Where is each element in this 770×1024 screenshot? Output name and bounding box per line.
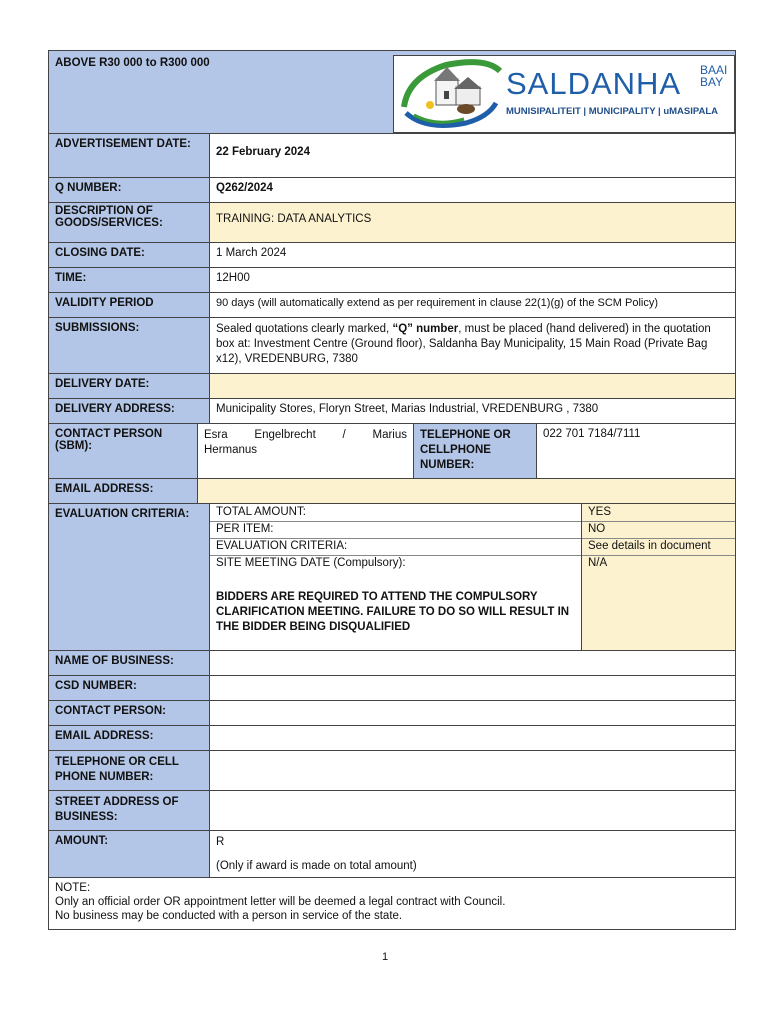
evaluation-item-total: TOTAL AMOUNT: — [210, 504, 581, 522]
submissions-row — [48, 317, 736, 373]
logo-bay — [700, 64, 727, 88]
email-row — [48, 478, 736, 503]
bidder-phone-field[interactable] — [209, 751, 735, 790]
delivery-address-value: Municipality Stores, Floryn Street, Marias Industrial, VREDENBURG , 7380 — [209, 399, 735, 423]
bidder-contact-label: CONTACT PERSON: — [49, 701, 209, 725]
closing-date-value: 1 March 2024 — [209, 243, 735, 267]
advertisement-date-row — [48, 133, 736, 177]
submissions-q-number: “Q” number — [392, 323, 459, 335]
telephone-value: 022 701 7184/7111 — [536, 424, 735, 478]
csd-label: CSD NUMBER: — [49, 676, 209, 700]
contact-value: Esra Engelbrecht / Marius Hermanus — [197, 424, 413, 478]
business-name-row — [48, 650, 736, 675]
delivery-date-value[interactable] — [209, 374, 735, 398]
evaluation-notice: BIDDERS ARE REQUIRED TO ATTEND THE COMPULSORY CLARIFICATION MEETING. FAILURE TO DO SO WILL RESULT IN THE BIDDER BEING DISQUALIFIED — [216, 591, 570, 633]
bidder-phone-label: TELEPHONE OR CELL PHONE NUMBER: — [49, 751, 209, 790]
email-label: EMAIL ADDRESS: — [49, 479, 197, 503]
business-name-label: NAME OF BUSINESS: — [49, 651, 209, 675]
email-value[interactable] — [197, 479, 735, 503]
header-row — [48, 50, 736, 133]
contact-row — [48, 423, 736, 478]
time-row — [48, 267, 736, 292]
validity-label: VALIDITY PERIOD — [49, 293, 209, 317]
csd-field[interactable] — [209, 676, 735, 700]
amount-prefix: R — [216, 836, 225, 848]
business-name-field[interactable] — [209, 651, 735, 675]
contact-label: CONTACT PERSON (SBM): — [49, 424, 197, 478]
amount-note: (Only if award is made on total amount) — [216, 860, 417, 872]
submissions-value — [209, 318, 735, 373]
street-address-label: STREET ADDRESS OF BUSINESS: — [49, 791, 209, 830]
submissions-text-end: , must be placed (hand delivered) in the quotation box at: Investment Centre (Ground floor), Saldanha Bay Municipality, 15 Main Road (Private Bag x12), VREDENBURG, 7380 — [216, 323, 711, 365]
evaluation-value-site-meeting: N/A — [588, 557, 608, 569]
page-number: 1 — [381, 951, 389, 963]
telephone-label: TELEPHONE OR CELLPHONE NUMBER: — [413, 424, 536, 478]
logo-bay-english: BAY — [700, 75, 724, 89]
delivery-address-label: DELIVERY ADDRESS: — [49, 399, 209, 423]
evaluation-value-per-item: NO — [582, 522, 735, 539]
evaluation-item-site-meeting: SITE MEETING DATE (Compulsory): — [216, 557, 406, 569]
evaluation-criteria-list — [209, 504, 581, 651]
delivery-date-row — [48, 373, 736, 398]
evaluation-value-criteria: See details in document — [582, 539, 735, 556]
bidder-email-field[interactable] — [209, 726, 735, 750]
logo-tagline: MUNISIPALITEIT | MUNICIPALITY | uMASIPALA — [506, 106, 719, 117]
note-title: NOTE: — [55, 882, 91, 894]
q-number-label: Q NUMBER: — [49, 178, 209, 202]
advertisement-date-value: 22 February 2024 — [209, 134, 735, 177]
bidder-email-row — [48, 725, 736, 750]
description-row — [48, 202, 736, 242]
municipality-logo — [393, 55, 735, 133]
amount-field[interactable] — [209, 831, 735, 877]
bidder-phone-row — [48, 750, 736, 790]
q-number-row — [48, 177, 736, 202]
time-label: TIME: — [49, 268, 209, 292]
description-label: DESCRIPTION OF GOODS/SERVICES: — [49, 203, 209, 242]
evaluation-values — [581, 504, 735, 651]
note-line-2: No business may be conducted with a person in service of the state. — [55, 910, 403, 922]
price-range-label: ABOVE R30 000 to R300 000 — [55, 57, 210, 69]
closing-date-row — [48, 242, 736, 267]
evaluation-item-per-item: PER ITEM: — [210, 522, 581, 539]
evaluation-row — [48, 503, 736, 651]
delivery-date-label: DELIVERY DATE: — [49, 374, 209, 398]
evaluation-label: EVALUATION CRITERIA: — [49, 504, 209, 651]
bidder-contact-row — [48, 700, 736, 725]
csd-row — [48, 675, 736, 700]
street-address-field[interactable] — [209, 791, 735, 830]
logo-emblem-icon — [396, 57, 506, 133]
evaluation-value-total: YES — [582, 504, 735, 522]
delivery-address-row — [48, 398, 736, 423]
submissions-text-start: Sealed quotations clearly marked, — [216, 323, 393, 335]
q-number-value: Q262/2024 — [209, 178, 735, 202]
evaluation-item-criteria: EVALUATION CRITERIA: — [210, 539, 581, 556]
logo-wordmark: SALDANHA — [506, 66, 682, 101]
logo-bay-afrikaans: BAAI — [700, 63, 728, 77]
bidder-contact-field[interactable] — [209, 701, 735, 725]
description-value: TRAINING: DATA ANALYTICS — [209, 203, 735, 242]
amount-label: AMOUNT: — [49, 831, 209, 877]
validity-value: 90 days (will automatically extend as per requirement in clause 22(1)(g) of the SCM Policy) — [209, 293, 735, 317]
street-address-row — [48, 790, 736, 830]
note-line-1: Only an official order OR appointment letter will be deemed a legal contract with Council. — [55, 896, 506, 908]
submissions-label: SUBMISSIONS: — [49, 318, 209, 373]
bidder-email-label: EMAIL ADDRESS: — [49, 726, 209, 750]
quotation-form — [48, 50, 736, 930]
note-block — [49, 878, 735, 929]
validity-row — [48, 292, 736, 317]
note-row — [48, 877, 736, 930]
time-value: 12H00 — [209, 268, 735, 292]
advertisement-date-label: ADVERTISEMENT DATE: — [49, 134, 209, 177]
amount-row — [48, 830, 736, 877]
closing-date-label: CLOSING DATE: — [49, 243, 209, 267]
